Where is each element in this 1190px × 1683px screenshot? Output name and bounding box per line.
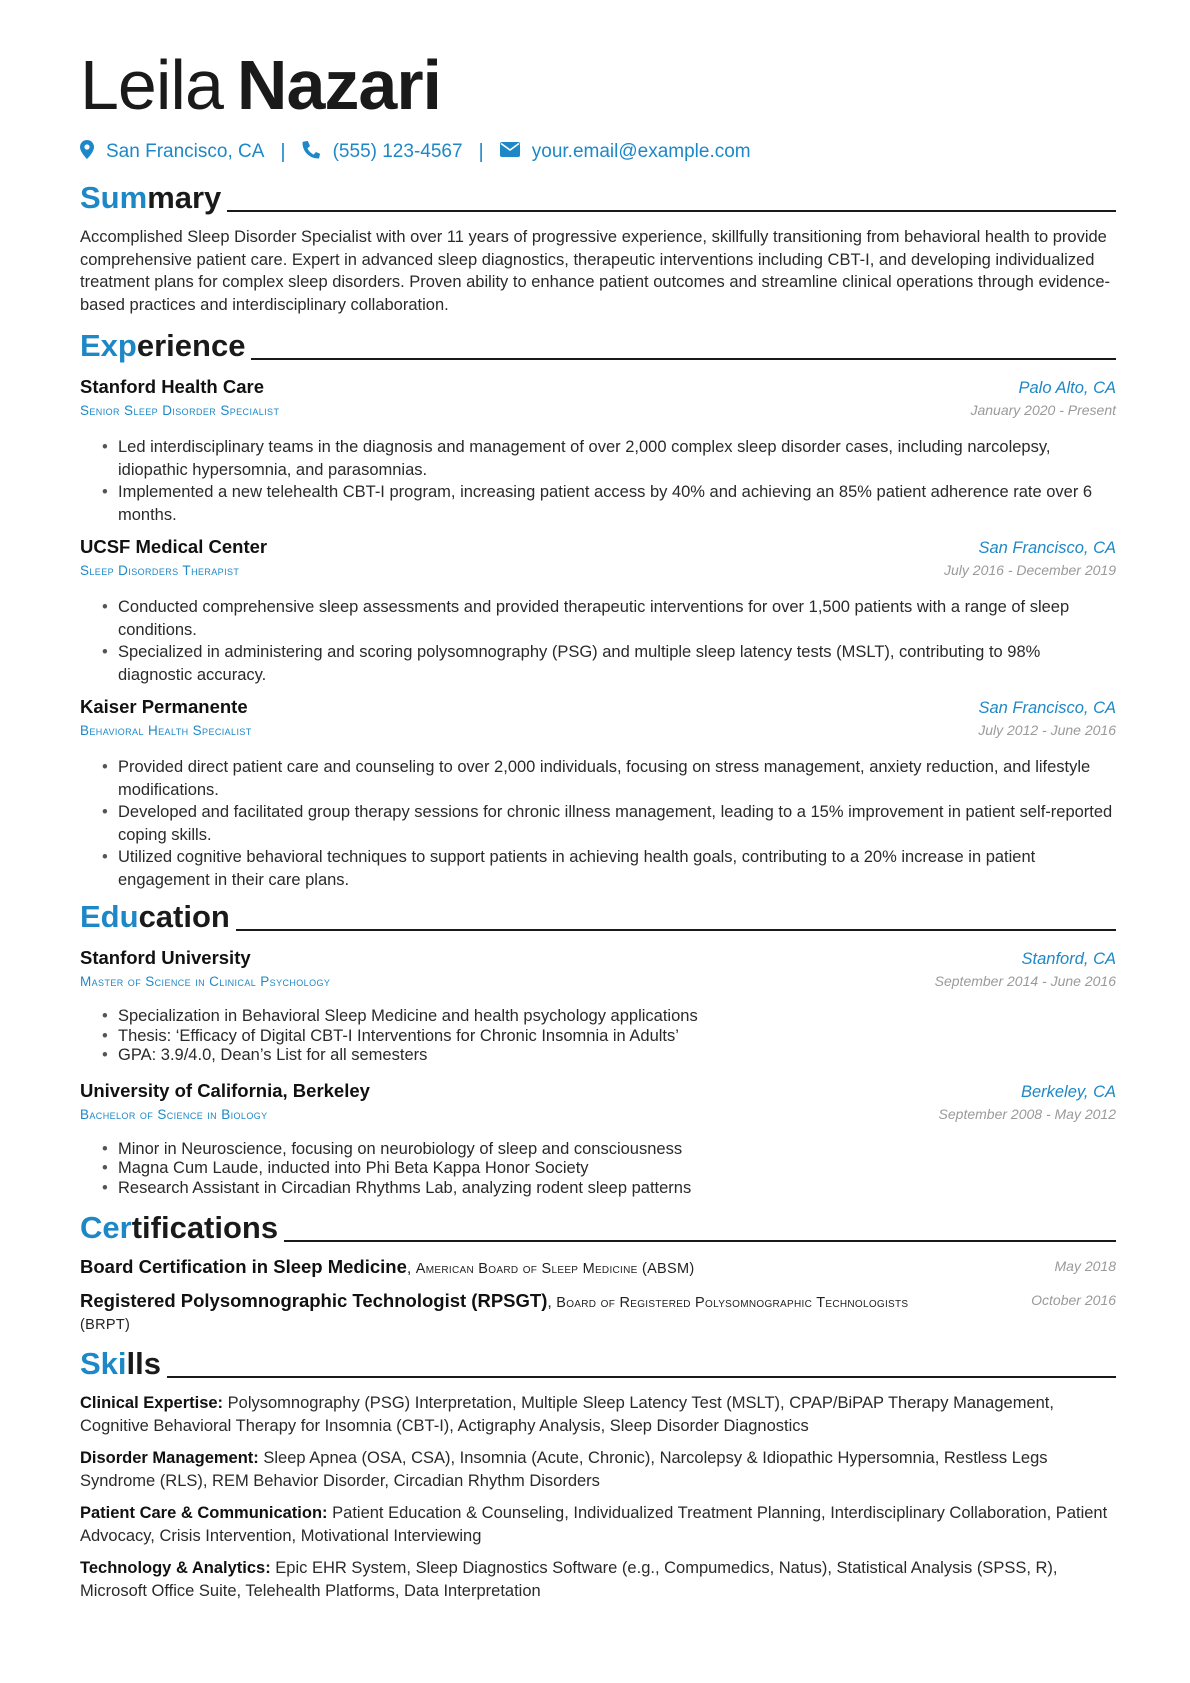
bullet-item: • Developed and facilitated group therapy sessions for chronic illness management, leading to a 15% improvement in patient self-reported coping skills. — [118, 801, 1116, 846]
experience-entry — [80, 536, 1116, 686]
title-accent: Cer — [80, 1210, 132, 1245]
skill-group — [80, 1447, 1116, 1492]
bullet-item: • Thesis: ‘Efficacy of Digital CBT-I Interventions for Chronic Insomnia in Adults’ — [118, 1027, 1116, 1047]
title-rest: cation — [138, 899, 230, 934]
skill-list: Patient Education & Counseling, Individualized Treatment Planning, Interdisciplinary Collaboration, Patient Advocacy, Crisis Intervention, Motivational Interviewing — [80, 1504, 1108, 1545]
skill-group — [80, 1392, 1116, 1437]
contact-line — [80, 134, 1116, 170]
certification-date: October 2016 — [1031, 1292, 1116, 1308]
job-title: Behavioral Health Specialist — [80, 723, 252, 738]
contact-separator: | — [478, 140, 484, 163]
entry-dates: September 2008 - May 2012 — [938, 1105, 1116, 1122]
certification-name: Board Certification in Sleep Medicine — [80, 1256, 407, 1277]
bullet-list — [80, 1140, 1116, 1199]
contact-separator: | — [280, 140, 286, 163]
experience-section — [80, 324, 1116, 891]
skill-label: Clinical Expertise: — [80, 1394, 224, 1412]
certification-item: Registered Polysomnographic Technologist (RPSGT), Board of Registered Polysomnographic Technologists (BRPT) October 2016 — [80, 1290, 1116, 1333]
bullet-item: • Provided direct patient care and counseling to over 2,000 individuals, focusing on stress management, anxiety reduction, and lifestyle modifications. — [118, 756, 1116, 801]
section-rule — [227, 210, 1116, 212]
experience-entry — [80, 696, 1116, 891]
education-entry — [80, 1080, 1116, 1199]
school-name: Stanford University — [80, 947, 251, 968]
contact-location — [80, 140, 264, 165]
location-text: San Francisco, CA — [106, 141, 265, 162]
section-title — [80, 326, 245, 366]
section-header — [80, 895, 1116, 937]
title-rest: lls — [126, 1346, 161, 1381]
title-accent: Ski — [80, 1346, 127, 1381]
education-section — [80, 895, 1116, 1198]
skill-group — [80, 1557, 1116, 1602]
phone-icon — [302, 140, 321, 165]
skill-list: Sleep Apnea (OSA, CSA), Insomnia (Acute, Chronic), Narcolepsy & Idiopathic Hypersomnia, Restless Legs Syndrome (RLS), REM Behavior Disorder, Circadian Rhythm Disorders — [80, 1449, 1048, 1490]
bullet-list — [80, 756, 1116, 891]
section-rule — [284, 1240, 1116, 1242]
section-title — [80, 178, 221, 218]
bullet-item: • Implemented a new telehealth CBT-I program, increasing patient access by 40% and achieving an 85% patient adherence rate over 6 months. — [118, 481, 1116, 526]
summary-text: Accomplished Sleep Disorder Specialist with over 11 years of progressive experience, skillfully transitioning from behavioral health to provide comprehensive patient care. Expert in advanced sleep diagnostics, therapeutic interventions including CBT-I, and developing individualized treatment plans for complex sleep disorders. Proven ability to enhance patient outcomes and streamline clinical operations through evidence-based practices and interdisciplinary collaboration. — [80, 228, 1110, 314]
section-title — [80, 897, 230, 937]
section-rule — [236, 929, 1116, 931]
entry-location: Berkeley, CA — [1020, 1082, 1116, 1101]
candidate-name — [80, 40, 1116, 130]
contact-phone[interactable] — [302, 140, 463, 165]
bullet-item: • GPA: 3.9/4.0, Dean’s List for all semesters — [118, 1046, 1116, 1066]
skill-label: Disorder Management: — [80, 1449, 259, 1467]
bullet-list — [80, 596, 1116, 686]
certification-issuer: American Board of Sleep Medicine (ABSM) — [415, 1261, 695, 1277]
section-header — [80, 1342, 1116, 1384]
phone-text[interactable]: (555) 123-4567 — [332, 141, 463, 162]
entry-dates: July 2016 - December 2019 — [944, 562, 1116, 578]
skills-section — [80, 1342, 1116, 1602]
title-accent: Sum — [80, 180, 148, 215]
skill-group — [80, 1502, 1116, 1547]
entry-location: Stanford, CA — [1021, 950, 1116, 968]
last-name: Nazari — [236, 46, 442, 124]
section-header — [80, 176, 1116, 218]
job-title: Sleep Disorders Therapist — [80, 563, 240, 578]
entry-dates: January 2020 - Present — [970, 402, 1116, 418]
section-header — [80, 1206, 1116, 1248]
job-title: Senior Sleep Disorder Specialist — [80, 403, 280, 418]
certifications-section — [80, 1206, 1116, 1336]
envelope-icon — [500, 141, 520, 163]
skill-label: Technology & Analytics: — [80, 1559, 271, 1577]
bullet-item: • Conducted comprehensive sleep assessments and provided therapeutic interventions for over 1,500 patients with a range of sleep conditions. — [118, 596, 1116, 641]
first-name: Leila — [80, 46, 223, 124]
section-title — [80, 1208, 278, 1248]
entry-dates: July 2012 - June 2016 — [978, 722, 1116, 738]
section-title — [80, 1344, 161, 1384]
skill-label: Patient Care & Communication: — [80, 1504, 328, 1522]
entry-location: San Francisco, CA — [978, 539, 1116, 557]
contact-email[interactable] — [500, 141, 751, 163]
summary-section — [80, 176, 1116, 316]
title-rest: mary — [147, 180, 222, 215]
title-rest: erience — [136, 328, 246, 363]
education-entry — [80, 947, 1116, 1066]
school-name: University of California, Berkeley — [80, 1079, 370, 1101]
resume-page — [80, 40, 1116, 1612]
email-link[interactable]: your.email@example.com — [531, 141, 751, 162]
title-rest: tifications — [131, 1210, 279, 1245]
map-pin-icon — [80, 140, 94, 165]
bullet-item: • Research Assistant in Circadian Rhythms Lab, analyzing rodent sleep patterns — [118, 1179, 1116, 1199]
bullet-item: • Specialization in Behavioral Sleep Medicine and health psychology applications — [118, 1007, 1116, 1027]
title-accent: Edu — [80, 899, 139, 934]
skill-list: Polysomnography (PSG) Interpretation, Multiple Sleep Latency Test (MSLT), CPAP/BiPAP Therapy Management, Cognitive Behavioral Therapy for Insomnia (CBT-I), Actigraphy Analysis, Sleep Disorder Diagnostics — [80, 1394, 1054, 1435]
bullet-item: • Utilized cognitive behavioral techniques to support patients in achieving health goals, contributing to a 20% increase in patient engagement in their care plans. — [118, 846, 1116, 891]
section-rule — [167, 1376, 1116, 1378]
degree-title: Master of Science in Clinical Psychology — [80, 974, 331, 989]
employer-name: Kaiser Permanente — [80, 696, 248, 717]
section-rule — [251, 358, 1116, 360]
bullet-list — [80, 436, 1116, 526]
employer-name: UCSF Medical Center — [80, 536, 268, 557]
employer-name: Stanford Health Care — [80, 376, 265, 397]
bullet-item: • Minor in Neuroscience, focusing on neurobiology of sleep and consciousness — [118, 1140, 1116, 1160]
certification-date: May 2018 — [1054, 1258, 1116, 1274]
certification-name: Registered Polysomnographic Technologist (RPSGT) — [80, 1290, 548, 1311]
entry-location: San Francisco, CA — [978, 699, 1116, 717]
skill-list: Epic EHR System, Sleep Diagnostics Software (e.g., Compumedics, Natus), Statistical Analysis (SPSS, R), Microsoft Office Suite, Telehealth Platforms, Data Interpretation — [80, 1559, 1058, 1600]
entry-dates: September 2014 - June 2016 — [934, 973, 1116, 989]
title-accent: Exp — [80, 328, 137, 363]
degree-title: Bachelor of Science in Biology — [80, 1106, 268, 1122]
certification-item: Board Certification in Sleep Medicine, American Board of Sleep Medicine (ABSM) May 2018 — [80, 1256, 1116, 1277]
bullet-item: • Specialized in administering and scoring polysomnography (PSG) and multiple sleep latency tests (MSLT), contributing to 98% diagnostic accuracy. — [118, 641, 1116, 686]
entry-location: Palo Alto, CA — [1018, 379, 1116, 397]
section-header — [80, 324, 1116, 366]
bullet-item: • Magna Cum Laude, inducted into Phi Beta Kappa Honor Society — [118, 1159, 1116, 1179]
bullet-list — [80, 1007, 1116, 1066]
experience-entry — [80, 376, 1116, 526]
bullet-item: • Led interdisciplinary teams in the diagnosis and management of over 2,000 complex sleep disorder cases, including narcolepsy, idiopathic hypersomnia, and parasomnias. — [118, 436, 1116, 481]
certification-issuer: Board of Registered Polysomnographic Technologists (BRPT) — [80, 1295, 909, 1333]
